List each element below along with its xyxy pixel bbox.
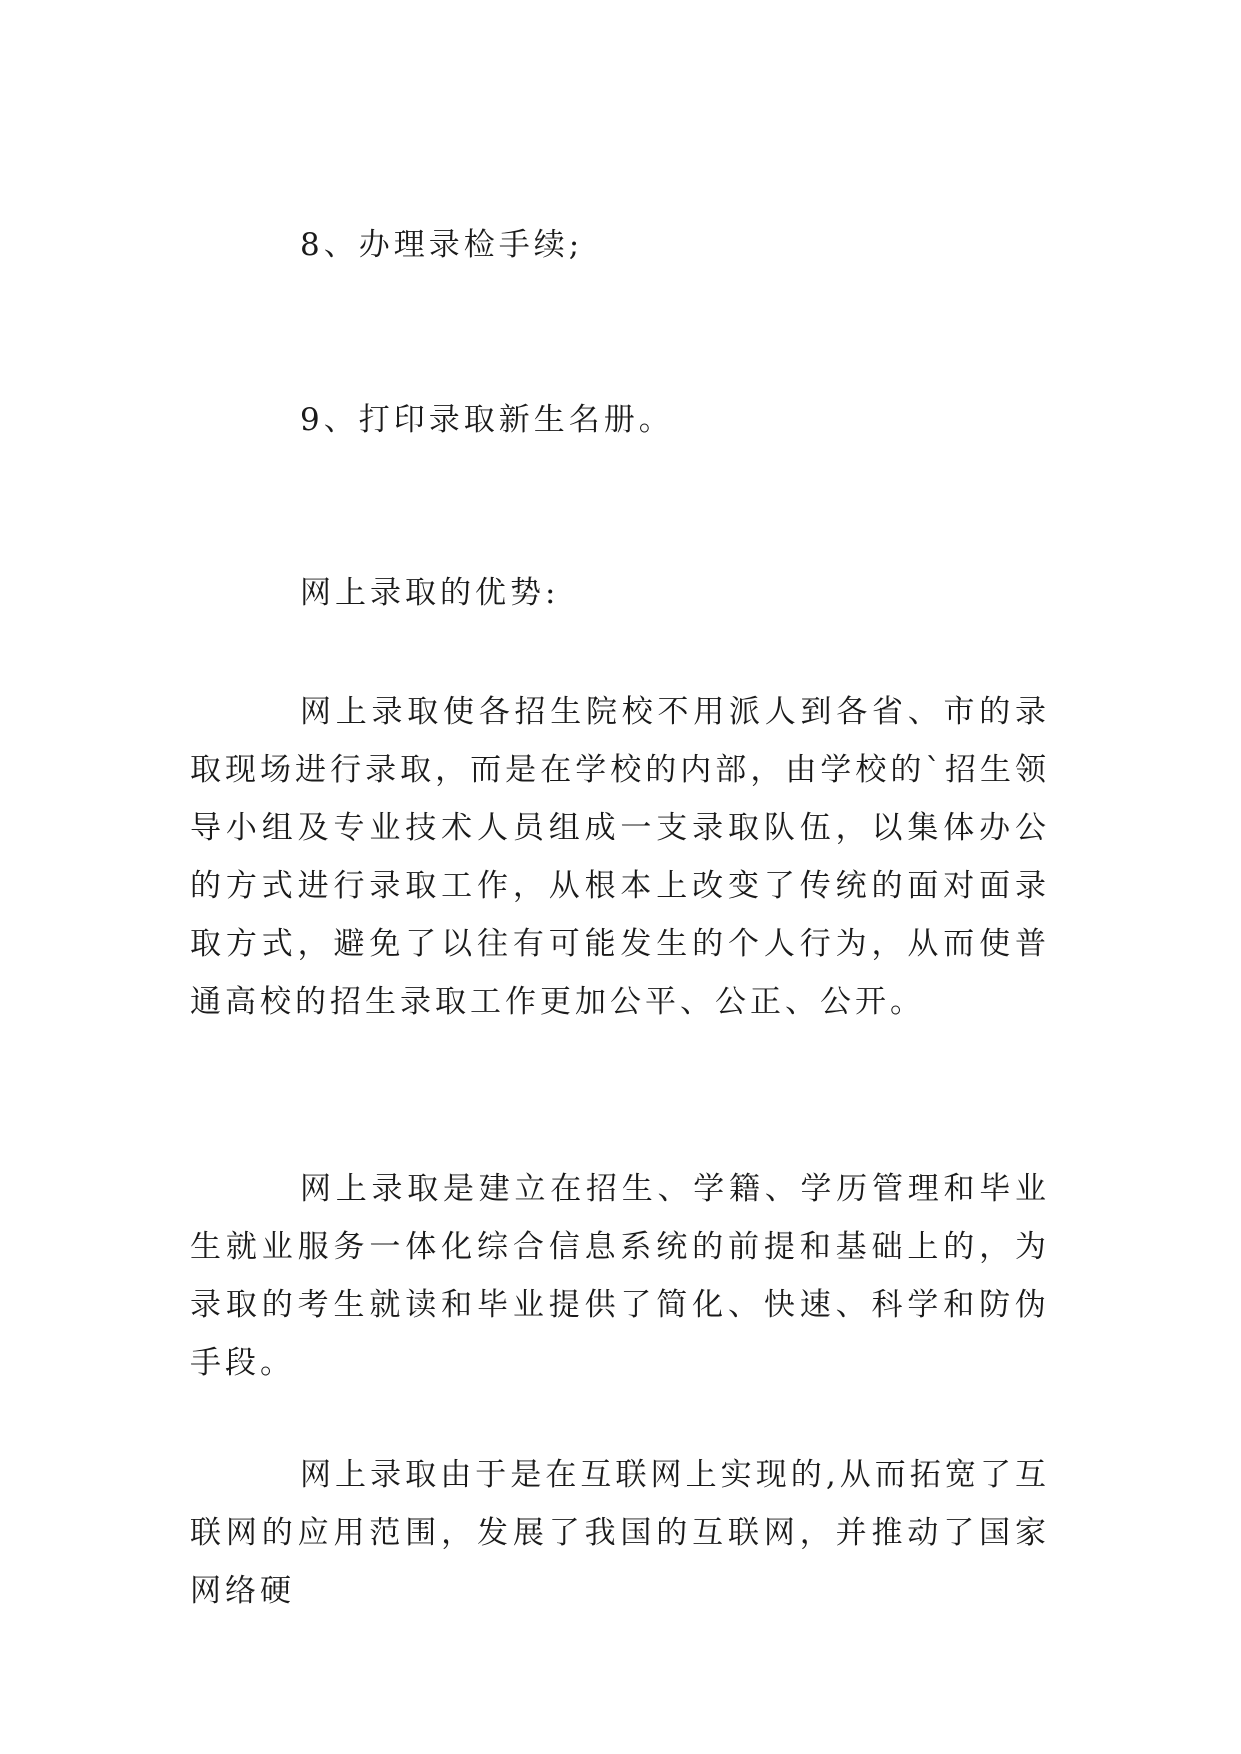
section-heading: 网上录取的优势:	[300, 575, 560, 611]
paragraph-3: 网上录取由于是在互联网上实现的,从而拓宽了互联网的应用范围，发展了我国的互联网，并推动了国家网络硬	[190, 1457, 1050, 1609]
list-item-8: 8、办理录检手续;	[300, 227, 584, 263]
paragraph-2: 网上录取是建立在招生、学籍、学历管理和毕业生就业服务一体化综合信息系统的前提和基础上的，为录取的考生就读和毕业提供了简化、快速、科学和防伪手段。	[190, 1171, 1050, 1381]
list-item-9: 9、打印录取新生名册。	[300, 402, 674, 438]
paragraph-1: 网上录取使各招生院校不用派人到各省、市的录取现场进行录取，而是在学校的内部，由学校的`招生领导小组及专业技术人员组成一支录取队伍，以集体办公的方式进行录取工作，从根本上改变了传统的面对面录取方式，避免了以往有可能发生的个人行为，从而使普通高校的招生录取工作更加公平、公正、公开。	[190, 694, 1050, 1020]
